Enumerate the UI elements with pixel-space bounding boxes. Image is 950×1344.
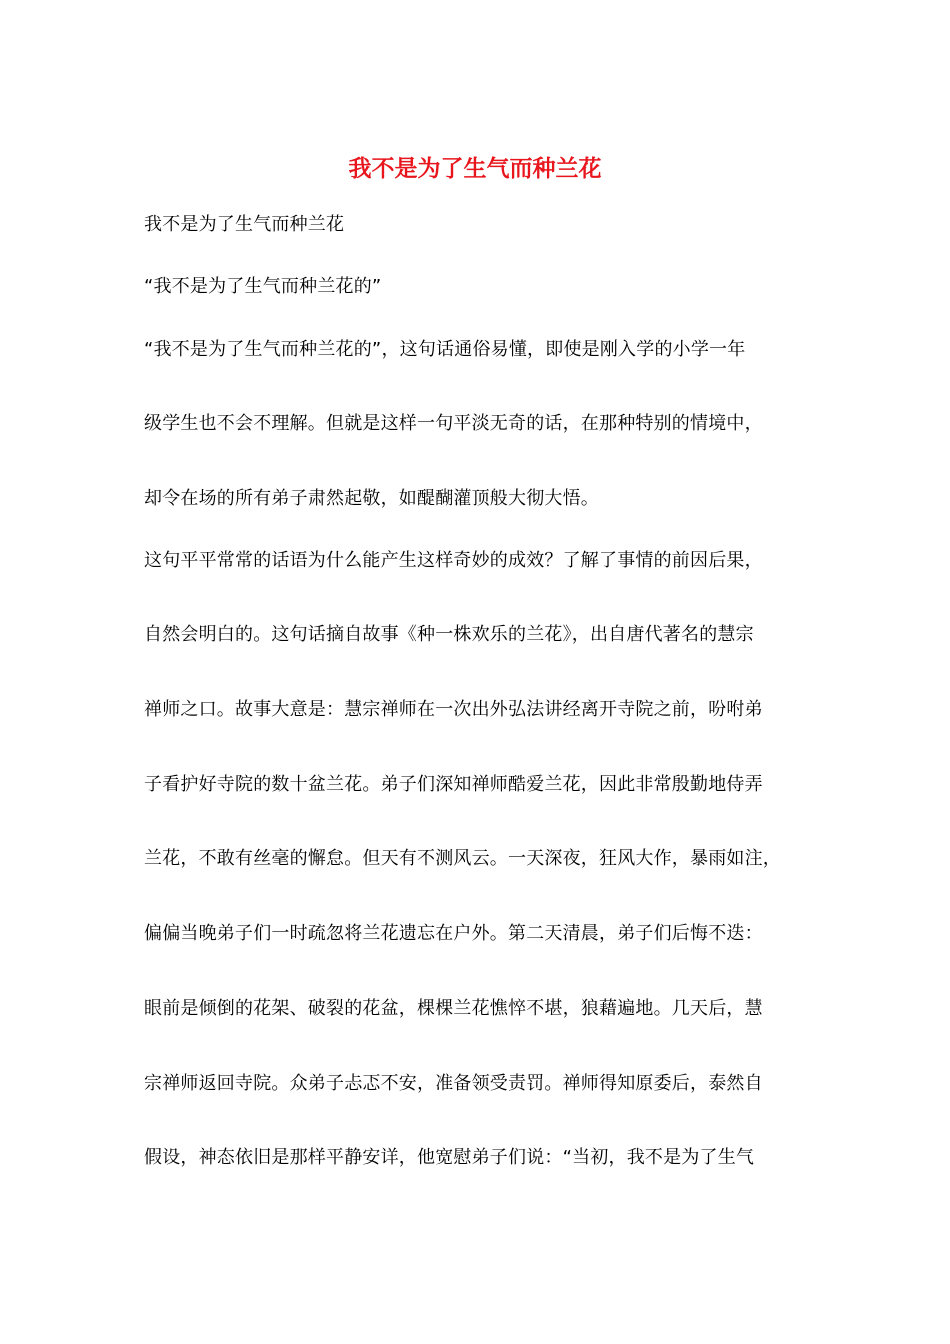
paragraph-line: 却令在场的所有弟子肃然起敬，如醍醐灌顶般大彻大悟。 bbox=[144, 488, 599, 509]
paragraph-line: 宗禅师返回寺院。众弟子忐忑不安，准备领受责罚。禅师得知原委后，泰然自 bbox=[144, 1073, 763, 1094]
paragraph-line: 禅师之口。故事大意是：慧宗禅师在一次出外弘法讲经离开寺院之前，吩咐弟 bbox=[144, 699, 763, 720]
paragraph-line: 级学生也不会不理解。但就是这样一句平淡无奇的话，在那种特别的情境中， bbox=[144, 413, 763, 434]
paragraph-line: 眼前是倾倒的花架、破裂的花盆，棵棵兰花憔悴不堪，狼藉遍地。几天后，慧 bbox=[144, 998, 763, 1019]
subtitle-line: 我不是为了生气而种兰花 bbox=[144, 214, 345, 235]
paragraph-line: 兰花，不敢有丝毫的懈怠。但天有不测风云。一天深夜，狂风大作，暴雨如注， bbox=[144, 848, 781, 869]
paragraph-line: 假设，神态依旧是那样平静安详，他宽慰弟子们说：“当初，我不是为了生气 bbox=[144, 1147, 755, 1168]
paragraph-line: 自然会明白的。这句话摘自故事《种一株欢乐的兰花》，出自唐代著名的慧宗 bbox=[144, 624, 754, 645]
paragraph-line: 偏偏当晚弟子们一时疏忽将兰花遗忘在户外。第二天清晨，弟子们后悔不迭： bbox=[144, 923, 763, 944]
paragraph-line: “我不是为了生气而种兰花的”，这句话通俗易懂，即使是刚入学的小学一年 bbox=[144, 339, 746, 360]
document-title: 我不是为了生气而种兰花 bbox=[348, 155, 602, 182]
quote-line: “我不是为了生气而种兰花的” bbox=[144, 276, 382, 297]
paragraph-line: 子看护好寺院的数十盆兰花。弟子们深知禅师酷爱兰花，因此非常殷勤地侍弄 bbox=[144, 774, 763, 795]
paragraph-line: 这句平平常常的话语为什么能产生这样奇妙的成效？了解了事情的前因后果， bbox=[144, 550, 763, 571]
